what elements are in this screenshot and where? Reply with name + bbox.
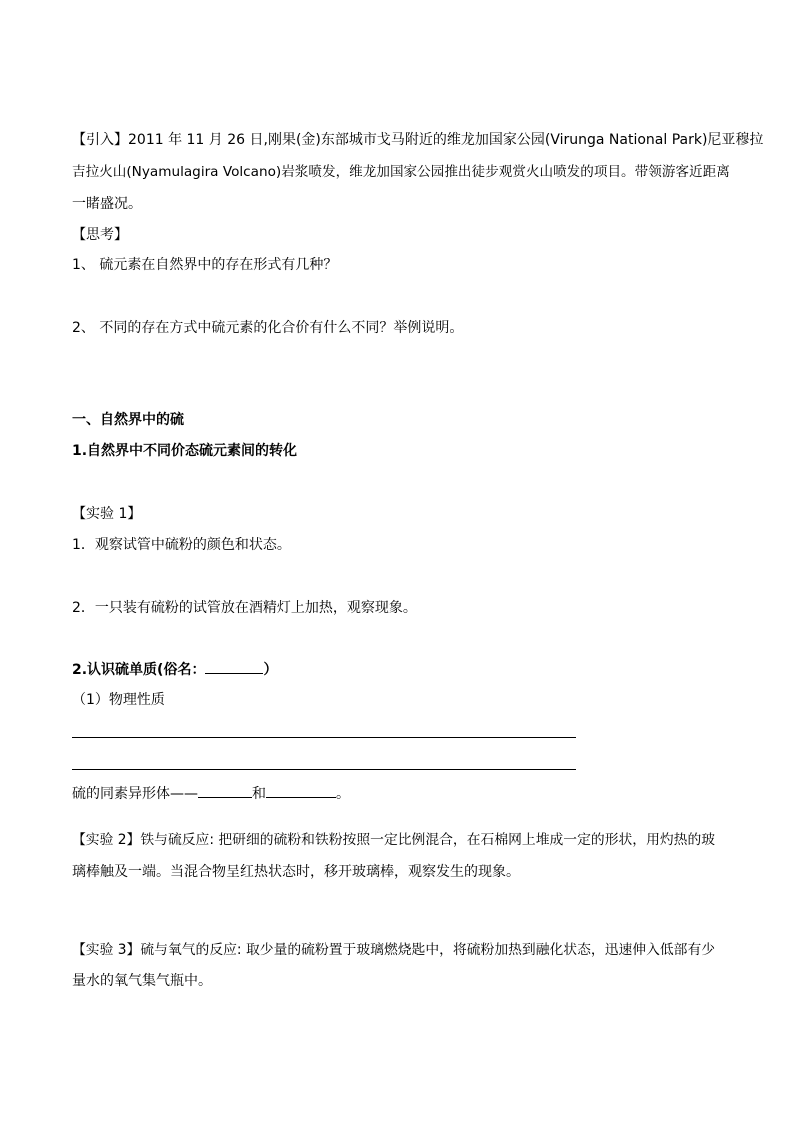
allotrope-blank-2[interactable]: [266, 783, 336, 798]
section-1-title: 一、自然界中的硫: [72, 412, 184, 428]
experiment-3-line-1: [72, 940, 715, 960]
allotrope-end: 。: [336, 786, 350, 802]
think-heading: 【思考】: [72, 227, 128, 243]
intro-label: 【引入】: [72, 132, 128, 148]
answer-line-1[interactable]: [72, 737, 576, 738]
experiment-3-label: 【实验 3】: [72, 942, 141, 958]
allotrope-blank-1[interactable]: [198, 783, 252, 798]
allotrope-mid: 和: [252, 786, 266, 802]
experiment-2-label: 【实验 2】: [72, 832, 141, 848]
think-question-1: 1、 硫元素在自然界中的存在形式有几种？: [72, 257, 338, 273]
intro-text-2: 吉拉火山(Nyamulagira Volcano)岩浆喷发，维龙加国家公园推出徒步观赏火山喷发的项目。带领游客近距离: [72, 164, 730, 180]
experiment-1-step-2: 2．一只装有硫粉的试管放在酒精灯上加热，观察现象。: [72, 600, 417, 616]
section-2-title: [72, 659, 277, 680]
experiment-2-text-1: 铁与硫反应: 把研细的硫粉和铁粉按照一定比例混合，在石棉网上堆成一定的形状，用灼热的玻: [140, 832, 716, 848]
intro-paragraph-line-1: [72, 130, 763, 150]
intro-text-3: 一睹盛况。: [72, 196, 142, 212]
experiment-1-step-1: 1．观察试管中硫粉的颜色和状态。: [72, 537, 291, 553]
experiment-3-text-1: 硫与氧气的反应: 取少量的硫粉置于玻璃燃烧匙中，将硫粉加热到融化状态，迅速伸入低部有少: [140, 942, 716, 958]
experiment-3-text-2: 量水的氧气集气瓶中。: [72, 973, 212, 989]
answer-line-2[interactable]: [72, 769, 576, 770]
experiment-2-line-1: [72, 830, 715, 850]
physical-properties-label: （1）物理性质: [72, 692, 165, 708]
experiment-1-heading: 【实验 1】: [72, 506, 142, 522]
section-1-subtitle: 1.自然界中不同价态硫元素间的转化: [72, 443, 298, 459]
think-question-2: 2、 不同的存在方式中硫元素的化合价有什么不同？举例说明。: [72, 320, 464, 336]
allotrope-sentence: [72, 783, 350, 804]
experiment-2-text-2: 璃棒触及一端。当混合物呈红热状态时，移开玻璃棒，观察发生的现象。: [72, 864, 520, 880]
allotrope-prefix: 硫的同素异形体——: [72, 786, 198, 802]
section-2-title-suffix: ）: [263, 662, 278, 678]
common-name-blank[interactable]: [205, 659, 263, 674]
section-2-title-prefix: 2.认识硫单质(俗名：: [72, 662, 206, 678]
intro-text-1: 2011 年 11 月 26 日,刚果(金)东部城市戈马附近的维龙加国家公园(Virunga National Park)尼亚穆拉: [128, 132, 764, 148]
